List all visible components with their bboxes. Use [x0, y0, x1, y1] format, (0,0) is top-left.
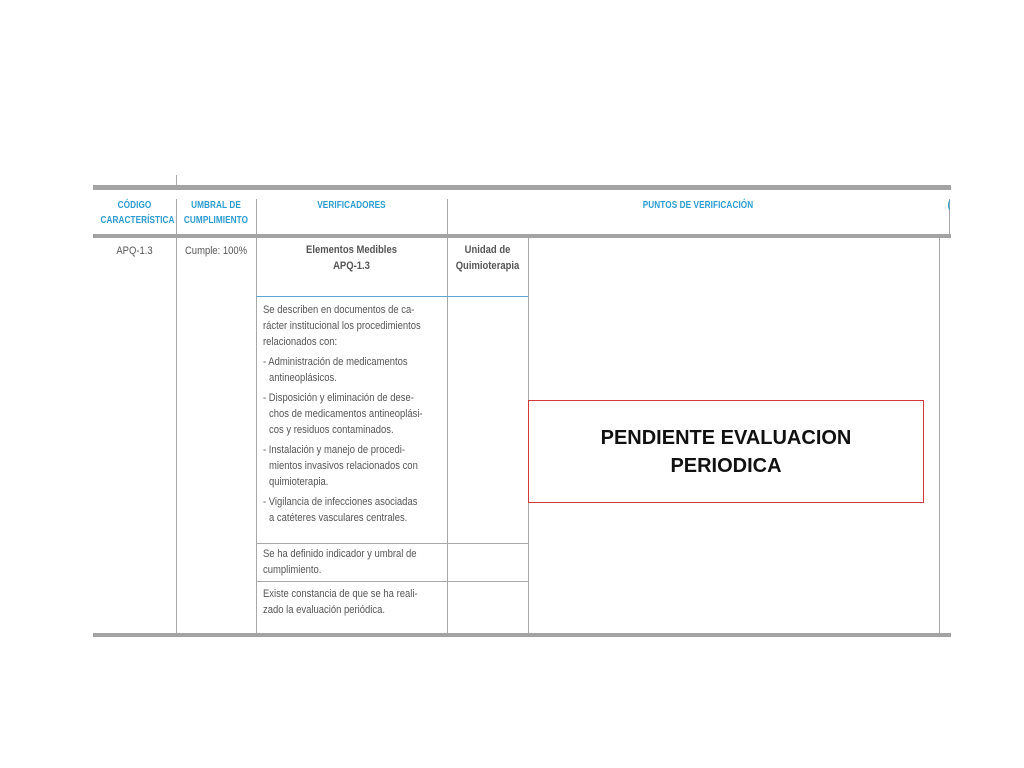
- elementos-code: APQ-1.3: [333, 260, 370, 272]
- unidad-line2: Quimioterapia: [455, 260, 520, 272]
- note-line2: PERIODICA: [670, 454, 782, 477]
- subrow-sep-2: [256, 543, 528, 544]
- item-line: - Instalación y manejo de procedi-: [263, 444, 405, 456]
- header-umbral-line1: UMBRAL DE: [191, 200, 241, 211]
- header-umbral-line2: CUMPLIMIENTO: [183, 215, 249, 226]
- item-line: chos de medicamentos antineoplási-: [269, 408, 423, 420]
- header-codigo: [100, 198, 175, 228]
- item-line: a catéteres vasculares centrales.: [269, 512, 408, 524]
- subrow-sep-header: [256, 296, 528, 297]
- header-umbral: [183, 198, 249, 228]
- header-verificadores: VERIFICADORES: [317, 200, 386, 211]
- cell-elementos-medibles: [269, 242, 433, 274]
- elementos-title: Elementos Medibles: [306, 244, 397, 256]
- cell-verificador-3: [263, 586, 444, 618]
- intro-line: Se describen en documentos de ca-: [263, 304, 415, 316]
- verificador-item: [263, 354, 444, 386]
- unidad-line1: Unidad de: [464, 244, 511, 256]
- cell-verificador-1: [263, 302, 444, 526]
- item-line: antineoplásicos.: [269, 372, 337, 384]
- cell-umbral: Cumple: 100%: [184, 245, 248, 257]
- tick-mark: [176, 175, 177, 185]
- table-bottom-border: [93, 633, 951, 637]
- verificador-intro: [263, 302, 444, 350]
- verificador-2-line: Se ha definido indicador y umbral de: [263, 548, 417, 560]
- item-line: quimioterapia.: [269, 476, 329, 488]
- item-line: mientos invasivos relacionados con: [269, 460, 418, 472]
- item-line: cos y residuos contaminados.: [269, 424, 394, 436]
- body-sep-5: [939, 238, 940, 633]
- item-line: - Administración de medicamentos: [263, 356, 408, 368]
- header-sep-2: [256, 199, 257, 234]
- verificador-2-line: cumplimiento.: [263, 564, 322, 576]
- cell-codigo: APQ-1.3: [116, 245, 153, 257]
- header-truncated: (: [947, 200, 951, 211]
- subrow-sep-3: [256, 581, 528, 582]
- item-line: - Vigilancia de infecciones asociadas: [263, 496, 418, 508]
- intro-line: relacionados con:: [263, 336, 338, 348]
- header-sep-1: [176, 199, 177, 234]
- verificador-item: [263, 442, 444, 490]
- verificador-3-line: Existe constancia de que se ha reali-: [263, 588, 418, 600]
- verificador-3-line: zado la evaluación periódica.: [263, 604, 386, 616]
- cell-unidad: [453, 242, 523, 274]
- body-sep-1: [176, 238, 177, 633]
- verificador-item: [263, 494, 444, 526]
- table-header-border: [93, 234, 951, 238]
- cell-verificador-2: [263, 546, 444, 578]
- header-sep-3: [447, 199, 448, 234]
- table-top-border: [93, 185, 951, 190]
- header-codigo-line1: CÓDIGO: [117, 200, 152, 211]
- header-codigo-line2: CARACTERÍSTICA: [100, 215, 175, 226]
- header-puntos: PUNTOS DE VERIFICACIÓN: [642, 200, 754, 211]
- item-line: - Disposición y eliminación de dese-: [263, 392, 414, 404]
- body-sep-2: [256, 238, 257, 633]
- body-sep-3: [447, 238, 448, 633]
- verificador-item: [263, 390, 444, 438]
- intro-line: rácter institucional los procedimientos: [263, 320, 421, 332]
- pending-evaluation-note: [528, 400, 924, 503]
- note-line1: PENDIENTE EVALUACION: [600, 426, 852, 449]
